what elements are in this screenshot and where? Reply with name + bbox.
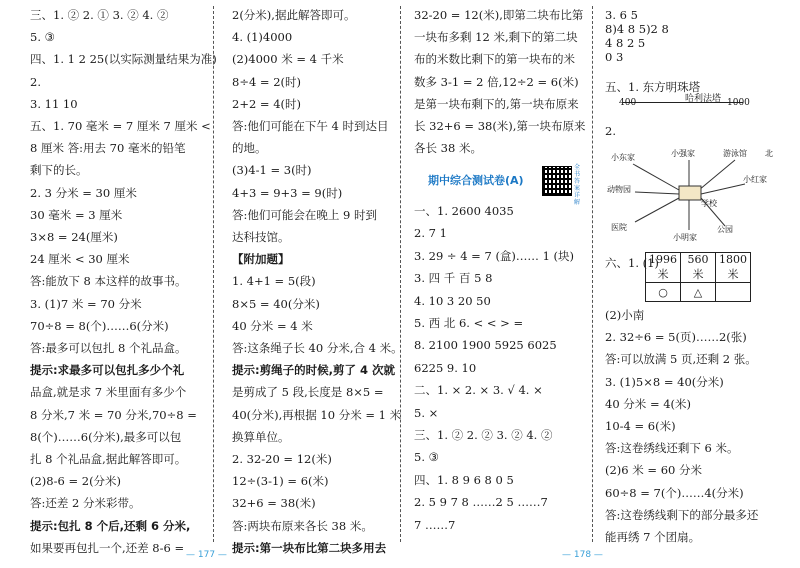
map-label-park: 公园 [717,225,733,234]
text-line: 提示:剪绳子的时候,剪了 4 次就 [232,363,395,378]
text-line: 32-20 = 12(米),即第二块布比第 [414,8,584,22]
text-line: 四、1. 8 9 6 8 0 5 [414,472,514,487]
text-line: 能再绣 7 个团扇。 [605,530,701,544]
division-line-1: 3. 6 5 [605,8,638,22]
divider-2 [400,6,401,542]
text-line: 答:两块布原来各长 38 米。 [232,518,373,533]
ruler-mid: 哈利法塔 [685,94,722,104]
text-line: 8(个)……6(分米),最多可以包 [30,429,182,444]
text-line: 2(分米),据此解答即可。 [232,8,356,22]
text-line: 4. (1)4000 [232,30,293,45]
text-line: 扎 8 个礼品盒,据此解答即可。 [30,452,187,466]
qr-label: 全书答案详解 [574,164,581,206]
text-line: 换算单位。 [232,429,290,444]
number-line [623,102,743,103]
column-4 [605,8,795,568]
table-cell: △ [681,283,716,302]
text-line: 提示:第一块布比第二块多用去 [232,540,387,555]
map-label-north: 北 [765,149,773,158]
text-line: 答:他们可能会在晚上 9 时到 [232,207,378,222]
text-line: (2)小南 [605,308,645,322]
text-line: 2. 32-20 = 12(米) [232,452,332,466]
text-line: 3. 29 ÷ 4 = 7 (盒)…… 1 (块) [414,248,575,263]
map-label-school: 学校 [701,199,717,208]
divider-1 [213,6,214,542]
text-line: 5. × [414,405,439,420]
text-line: 60÷8 = 7(个)……4(分米) [605,485,744,500]
text-line: 30 毫米 = 3 厘米 [30,207,123,222]
text-line: 10-4 = 6(米) [605,419,676,433]
map-label-xiaoming: 小明家 [673,233,697,242]
text-line: 答:最多可以包扎 8 个礼品盒。 [30,341,187,355]
height-table [645,252,751,302]
text-line: 长 32+6 = 38(米),第一块布原来 [414,119,586,133]
text-line: 提示:包扎 8 个后,还剩 6 分米, [30,518,191,533]
map-label-xiaodong: 小东家 [611,153,635,162]
text-line: 三、1. ② 2. ① 3. ② 4. ② [30,8,169,22]
text-line: (2)8-6 = 2(分米) [30,474,122,489]
text-line: 一、1. 2600 4035 [414,204,514,218]
text-line: 40 分米 = 4(米) [605,396,692,411]
text-line: 40(分米),再根据 10 分米 = 1 米 [232,407,402,422]
map-label-hospital: 医院 [611,223,627,232]
text-line: 达科技馆。 [232,230,290,244]
text-line: 答:这卷绣线还剩下 6 米。 [605,441,739,456]
text-line: 剩下的长。 [30,163,88,178]
text-line: 答:能放下 8 本这样的故事书。 [30,274,187,289]
map-label-xiaohong: 小红家 [743,175,767,184]
text-line: 三、1. ② 2. ② 3. ② 4. ② [414,428,553,442]
text-line: 32+6 = 38(米) [232,496,316,511]
text-line: 8×5 = 40(分米) [232,296,320,311]
text-line: 数多 3-1 = 2 倍,12÷2 = 6(米) [414,74,579,89]
table-cell [716,283,751,302]
text-line: 2. [30,74,41,89]
text-line: 70÷8 = 8(个)……6(分米) [30,318,169,333]
q5-1-label: 五、1. 东方明珠塔 [605,80,701,94]
text-line: 4. 10 3 20 50 [414,293,491,308]
page-number-left: — 177 — [186,550,227,560]
text-line: 如果要再包扎一个,还差 8-6 = [30,540,185,555]
text-line: 2+2 = 4(时) [232,96,302,111]
q6-1-label: 六、1. (1) [605,256,659,270]
text-line: 8. 2100 1900 5925 6025 [414,338,557,353]
text-line: 品盒,就是求 7 米里面有多少个 [30,385,187,400]
text-line: 答:这条绳子长 40 分米,合 4 米。 [232,341,403,355]
text-line: 四、1. 1 2 25(以实际测量结果为准) [30,52,217,67]
text-line: 6225 9. 10 [414,360,477,375]
text-line: 2. 32÷6 = 5(页)……2(张) [605,330,747,345]
text-line: 4+3 = 9+3 = 9(时) [232,185,343,200]
text-line: 答:他们可能在下午 4 时到达目 [232,119,389,133]
text-line: 五、1. 70 毫米 = 7 厘米 7 厘米 < [30,119,211,133]
text-line: 提示:求最多可以包扎多少个礼 [30,363,185,378]
text-line: 8÷4 = 2(时) [232,74,302,89]
section-title: 期中综合测试卷(A) [428,174,524,187]
text-line: 3×8 = 24(厘米) [30,230,118,244]
text-line: 答:还差 2 分米彩带。 [30,496,141,511]
qr-code [542,166,572,196]
table-header: 560 米 [681,253,716,283]
divider-3 [592,6,593,542]
division-line-3: 4 8 2 5 [605,36,646,50]
text-line: 7 ……7 [414,517,456,532]
text-line: 各长 38 米。 [414,141,482,156]
text-line: 布的米数比剩下的第一块布的米 [414,52,575,67]
text-line: 3. (1)7 米 = 70 分米 [30,296,142,311]
map-label-xiaoqiang: 小强家 [671,149,695,158]
text-line: 5. ③ [30,30,55,45]
text-line: 是第一块布剩下的,第一块布原来 [414,96,579,111]
text-line: 2. 3 分米 = 30 厘米 [30,185,137,200]
table-header: 1800 米 [716,253,751,283]
text-line: 8 厘米 答:用去 70 毫米的铅笔 [30,141,186,156]
ruler-start: 400 [619,98,637,108]
text-line: (2)4000 米 = 4 千米 [232,52,344,67]
text-line: 的地。 [232,141,267,156]
text-line: 答:可以放满 5 页,还剩 2 张。 [605,352,757,367]
text-line: 8 分米,7 米 = 70 分米,70÷8 = [30,407,197,422]
map-diagram [605,142,775,242]
text-line: 3. (1)5×8 = 40(分米) [605,374,724,389]
text-line: 3. 四 千 百 5 8 [414,271,493,286]
text-line: 答:这卷绣线剩下的部分最多还 [605,507,759,522]
text-line: 24 厘米 < 30 厘米 [30,252,130,267]
division-line-2: 8)4 8 5)2 8 [605,22,669,36]
table-cell: ○ [646,283,681,302]
text-line: 40 分米 = 4 米 [232,318,313,333]
text-line: 一块布多剩 12 米,剩下的第二块 [414,30,578,45]
text-line: 是剪成了 5 段,长度是 8×5 = [232,385,384,400]
q5-2-label: 2. [605,124,616,138]
text-line: 【附加题】 [232,252,290,267]
text-line: 二、1. × 2. × 3. √ 4. × [414,383,543,398]
division-line-4: 0 3 [605,50,624,64]
page-number-right: — 178 — [562,550,603,560]
text-line: 5. ③ [414,450,439,465]
text-line: 12÷(3-1) = 6(米) [232,474,329,489]
text-line: 5. 西 北 6. < < > = [414,316,524,330]
text-line: (2)6 米 = 60 分米 [605,463,702,478]
text-line: 3. 11 10 [30,96,78,111]
text-line: (3)4-1 = 3(时) [232,163,312,178]
map-label-zoo: 动物园 [607,185,631,194]
table-header: 1996 米 [646,253,681,283]
map-label-pool: 游泳馆 [723,149,747,158]
ruler-end: 1000 [727,98,750,108]
text-line: 2. 7 1 [414,226,447,241]
text-line: 2. 5 9 7 8 ……2 5 ……7 [414,495,548,510]
text-line: 1. 4+1 = 5(段) [232,274,316,289]
